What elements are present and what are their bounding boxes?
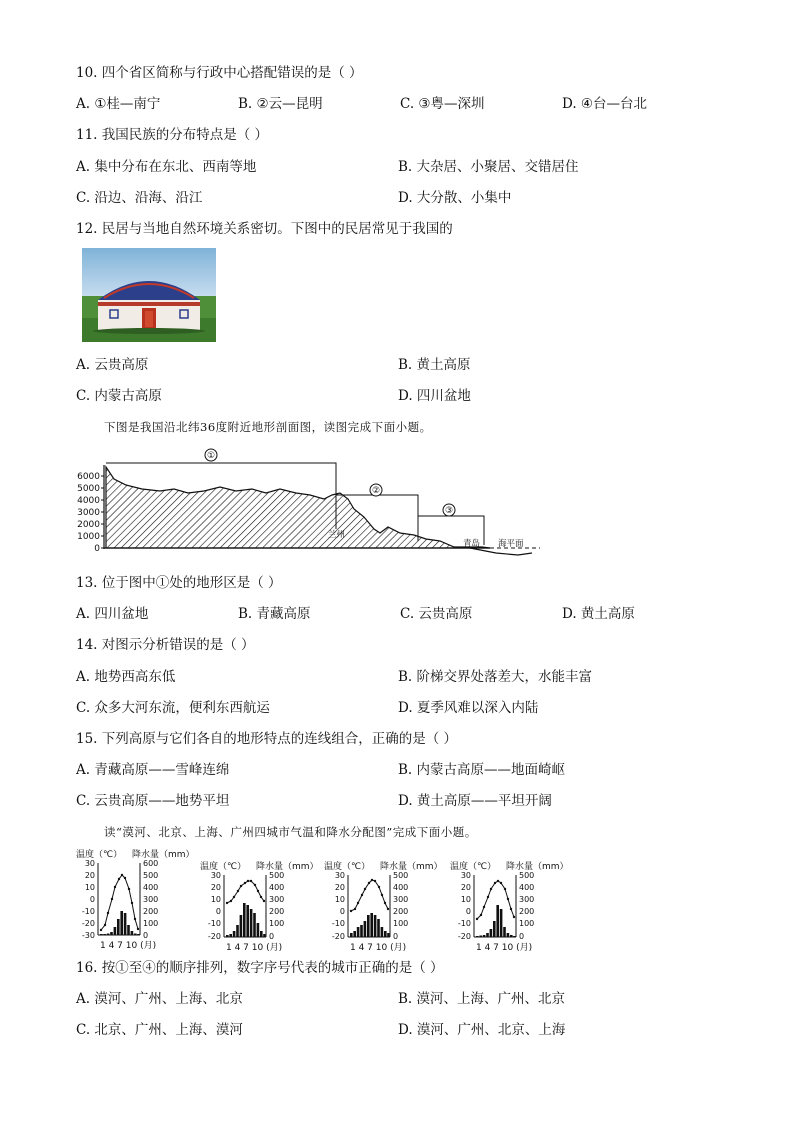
q13-stem: 13. 位于图中①处的地形区是（ ） [76, 575, 282, 591]
precip-tick: 300 [519, 895, 535, 904]
precip-tick: 0 [393, 932, 399, 941]
marker-2: ② [371, 486, 381, 496]
temp-tick: 20 [84, 871, 95, 880]
temp-tick: 20 [210, 883, 221, 892]
temp-tick: -10 [331, 919, 345, 928]
temp-tick: -20 [81, 919, 95, 928]
temp-tick: 0 [215, 907, 221, 916]
q14-option-b[interactable]: B. 阶梯交界处落差大，水能丰富 [398, 669, 593, 685]
q16-option-d[interactable]: D. 漠河、广州、北京、上海 [398, 1022, 566, 1038]
q15-stem: 15. 下列高原与它们各自的地形特点的连线组合，正确的是（ ） [76, 731, 458, 747]
profile-tick: 2000 [77, 520, 100, 530]
q13-option-d[interactable]: D. 黄土高原 [562, 606, 635, 622]
month-axis-label: 1 4 7 10 (月) [350, 943, 407, 953]
temp-tick: -10 [457, 919, 471, 928]
temp-tick: -20 [331, 932, 345, 941]
q15-option-b[interactable]: B. 内蒙古高原——地面崎岖 [398, 762, 566, 778]
precip-tick: 400 [519, 883, 535, 892]
precip-tick: 300 [269, 895, 285, 904]
month-axis-label: 1 4 7 10 (月) [100, 941, 157, 951]
temp-tick: 10 [334, 895, 345, 904]
precip-axis-label: 降水量（mm） [506, 862, 569, 872]
precip-tick: 100 [269, 919, 285, 928]
precip-tick: 400 [143, 883, 159, 892]
precip-tick: 500 [269, 871, 285, 880]
temp-tick: 0 [465, 907, 471, 916]
q14-stem: 14. 对图示分析错误的是（ ） [76, 637, 255, 653]
q15-option-a[interactable]: A. 青藏高原——雪峰连绵 [76, 762, 230, 778]
q10-option-b[interactable]: B. ②云—昆明 [238, 96, 323, 112]
profile-tick: 3000 [77, 508, 100, 518]
climate-chart-1 [74, 845, 194, 953]
q11-option-c[interactable]: C. 沿边、沿海、沿江 [76, 190, 203, 206]
climate-chart-4 [450, 859, 574, 955]
marker-3: ③ [444, 506, 454, 516]
precip-tick: 0 [519, 932, 525, 941]
q12-option-b[interactable]: B. 黄土高原 [398, 357, 471, 373]
temp-tick: -20 [457, 932, 471, 941]
q11-option-a[interactable]: A. 集中分布在东北、西南等地 [76, 159, 257, 175]
temp-axis-label: 温度（℃） [450, 862, 497, 872]
q12-option-d[interactable]: D. 四川盆地 [398, 388, 471, 404]
city-qingdao: 青岛 [463, 539, 481, 549]
q10-stem: 10. 四个省区简称与行政中心搭配错误的是（ ） [76, 65, 363, 81]
q10-option-c[interactable]: C. ③粤—深圳 [400, 96, 485, 112]
precip-tick: 500 [143, 871, 159, 880]
precip-tick: 0 [143, 931, 149, 940]
q14-option-a[interactable]: A. 地势西高东低 [76, 669, 176, 685]
temp-tick: 20 [460, 883, 471, 892]
yurt-image [82, 248, 216, 342]
precip-tick: 0 [269, 932, 275, 941]
q12-option-c[interactable]: C. 内蒙古高原 [76, 388, 162, 404]
precip-tick: 400 [393, 883, 409, 892]
precip-tick: 200 [269, 907, 285, 916]
climate-intro: 读“漠河、北京、上海、广州四城市气温和降水分配图”完成下面小题。 [104, 825, 477, 839]
precip-tick: 200 [519, 907, 535, 916]
q16-stem: 16. 按①至④的顺序排列，数字序号代表的城市正确的是（ ） [76, 960, 444, 976]
q13-option-c[interactable]: C. 云贵高原 [400, 606, 473, 622]
precip-tick: 500 [519, 871, 535, 880]
temp-tick: -10 [81, 907, 95, 916]
precip-axis-label: 降水量（mm） [256, 862, 319, 872]
q10-option-a[interactable]: A. ①桂—南宁 [76, 96, 161, 112]
temp-tick: 0 [89, 895, 95, 904]
climate-chart-2 [200, 859, 324, 955]
q10-option-d[interactable]: D. ④台—台北 [562, 96, 648, 112]
q16-option-b[interactable]: B. 漠河、上海、广州、北京 [398, 991, 566, 1007]
temp-tick: 30 [84, 859, 95, 868]
q16-option-a[interactable]: A. 漠河、广州、上海、北京 [76, 991, 243, 1007]
q15-option-c[interactable]: C. 云贵高原——地势平坦 [76, 793, 230, 809]
profile-tick: 1000 [77, 532, 100, 542]
precip-tick: 300 [393, 895, 409, 904]
q16-option-c[interactable]: C. 北京、广州、上海、漠河 [76, 1022, 243, 1038]
profile-intro: 下图是我国沿北纬36度附近地形剖面图，读图完成下面小题。 [104, 420, 432, 434]
month-axis-label: 1 4 7 10 (月) [476, 943, 533, 953]
precip-tick: 200 [143, 907, 159, 916]
profile-tick: 5000 [77, 484, 100, 494]
marker-1: ① [206, 451, 216, 461]
temp-tick: -20 [207, 932, 221, 941]
q15-option-d[interactable]: D. 黄土高原——平坦开阔 [398, 793, 552, 809]
q14-option-d[interactable]: D. 夏季风难以深入内陆 [398, 700, 539, 716]
q13-option-b[interactable]: B. 青藏高原 [238, 606, 311, 622]
temp-tick: 10 [210, 895, 221, 904]
precip-tick: 400 [269, 883, 285, 892]
sea-level-label: 海平面 [498, 539, 524, 549]
temp-tick: 0 [339, 907, 345, 916]
temp-tick: 10 [460, 895, 471, 904]
climate-charts [74, 845, 574, 955]
precip-tick: 200 [393, 907, 409, 916]
temp-axis-label: 温度（℃） [200, 862, 247, 872]
q13-option-a[interactable]: A. 四川盆地 [76, 606, 149, 622]
temp-axis-label: 温度（℃） [324, 862, 371, 872]
precip-tick: 300 [143, 895, 159, 904]
terrain-profile [106, 467, 490, 548]
precip-tick: 100 [143, 919, 159, 928]
precip-axis-label: 降水量（mm） [132, 850, 195, 860]
temp-tick: 20 [334, 883, 345, 892]
temp-tick: 30 [210, 871, 221, 880]
temp-tick: 10 [84, 883, 95, 892]
precip-axis-label: 降水量（mm） [380, 862, 443, 872]
temp-tick: -10 [207, 919, 221, 928]
q12-stem: 12. 民居与当地自然环境关系密切。下图中的民居常见于我国的 [76, 221, 453, 237]
q12-option-a[interactable]: A. 云贵高原 [76, 357, 149, 373]
q11-stem: 11. 我国民族的分布特点是（ ） [76, 127, 269, 143]
month-axis-label: 1 4 7 10 (月) [226, 943, 283, 953]
profile-tick: 6000 [77, 472, 100, 482]
q11-option-d[interactable]: D. 大分散、小集中 [398, 190, 512, 206]
q11-option-b[interactable]: B. 大杂居、小聚居、交错居住 [398, 159, 579, 175]
precip-tick: 500 [393, 871, 409, 880]
temp-tick: -30 [81, 931, 95, 940]
temp-tick: 30 [334, 871, 345, 880]
precip-tick: 100 [519, 919, 535, 928]
profile-tick: 4000 [77, 496, 100, 506]
profile-tick: 0 [94, 544, 100, 554]
climate-chart-3 [324, 859, 448, 955]
q14-option-c[interactable]: C. 众多大河东流，便利东西航运 [76, 700, 270, 716]
precip-tick: 600 [143, 859, 159, 868]
temp-tick: 30 [460, 871, 471, 880]
precip-tick: 100 [393, 919, 409, 928]
terrain-profile-diagram [70, 443, 540, 561]
city-lanzhou: 兰州 [328, 530, 346, 540]
temp-axis-label: 温度（℃） [76, 850, 123, 860]
